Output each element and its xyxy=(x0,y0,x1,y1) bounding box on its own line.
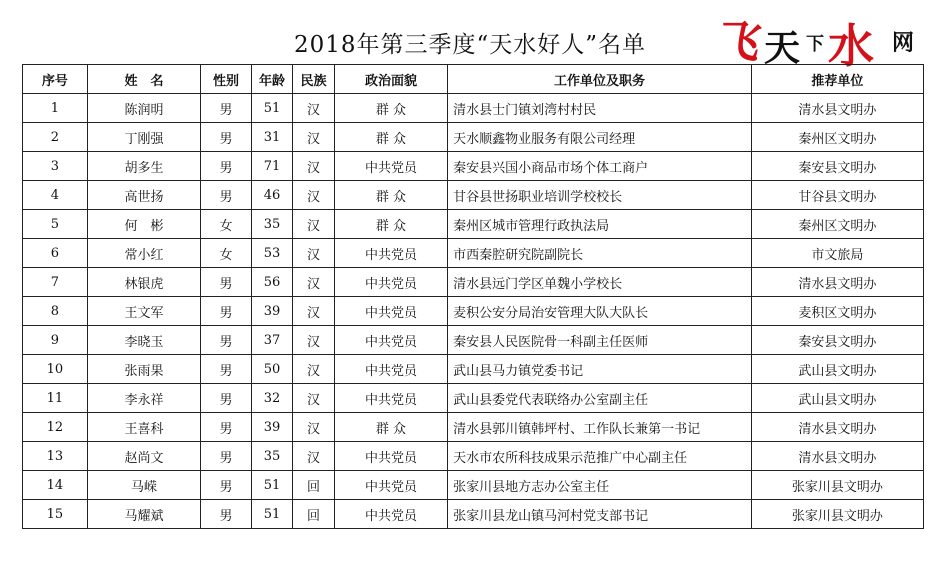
logo-glyph: 下 xyxy=(806,34,824,55)
cell-political-status: 中共党员 xyxy=(334,442,447,471)
cell-ethnicity: 回 xyxy=(293,471,335,500)
table-row xyxy=(23,181,924,210)
cell-political-status: 中共党员 xyxy=(334,268,447,297)
cell-age: 39 xyxy=(251,297,293,326)
cell-recommender: 武山县文明办 xyxy=(751,355,923,384)
cell-index: 6 xyxy=(23,239,88,268)
table-header-row xyxy=(23,65,924,94)
cell-ethnicity: 汉 xyxy=(293,239,335,268)
cell-name: 陈润明 xyxy=(87,94,200,123)
header-age: 年龄 xyxy=(251,65,293,94)
cell-workplace: 武山县委党代表联络办公室副主任 xyxy=(448,384,752,413)
table-row xyxy=(23,471,924,500)
cell-index: 12 xyxy=(23,413,88,442)
cell-recommender: 秦安县文明办 xyxy=(751,152,923,181)
cell-ethnicity: 汉 xyxy=(293,355,335,384)
cell-index: 8 xyxy=(23,297,88,326)
cell-name: 李永祥 xyxy=(87,384,200,413)
cell-workplace: 天水市农所科技成果示范推广中心副主任 xyxy=(448,442,752,471)
logo-glyph: 飞 xyxy=(711,17,767,68)
cell-age: 51 xyxy=(251,500,293,529)
table-row xyxy=(23,268,924,297)
cell-recommender: 张家川县文明办 xyxy=(751,500,923,529)
cell-ethnicity: 回 xyxy=(293,500,335,529)
cell-name: 王文军 xyxy=(87,297,200,326)
cell-index: 5 xyxy=(23,210,88,239)
cell-ethnicity: 汉 xyxy=(293,384,335,413)
logo-net: 网 xyxy=(892,31,915,56)
cell-workplace: 清水县郭川镇韩坪村、工作队长兼第一书记 xyxy=(448,413,752,442)
cell-recommender: 市文旅局 xyxy=(751,239,923,268)
cell-workplace: 甘谷县世扬职业培训学校校长 xyxy=(448,181,752,210)
cell-political-status: 中共党员 xyxy=(334,239,447,268)
cell-age: 32 xyxy=(251,384,293,413)
cell-ethnicity: 汉 xyxy=(293,210,335,239)
table-row xyxy=(23,326,924,355)
cell-gender: 男 xyxy=(201,326,252,355)
cell-political-status: 群 众 xyxy=(334,210,447,239)
cell-workplace: 秦安县人民医院骨一科副主任医师 xyxy=(448,326,752,355)
cell-political-status: 中共党员 xyxy=(334,355,447,384)
cell-age: 51 xyxy=(251,471,293,500)
cell-gender: 男 xyxy=(201,268,252,297)
cell-workplace: 市西秦腔研究院副院长 xyxy=(448,239,752,268)
cell-ethnicity: 汉 xyxy=(293,442,335,471)
cell-recommender: 秦州区文明办 xyxy=(751,123,923,152)
cell-name: 林银虎 xyxy=(87,268,200,297)
cell-gender: 女 xyxy=(201,210,252,239)
cell-name: 马嵘 xyxy=(87,471,200,500)
cell-workplace: 清水县远门学区单魏小学校长 xyxy=(448,268,752,297)
cell-age: 37 xyxy=(251,326,293,355)
cell-ethnicity: 汉 xyxy=(293,181,335,210)
cell-political-status: 中共党员 xyxy=(334,500,447,529)
cell-age: 71 xyxy=(251,152,293,181)
table-row xyxy=(23,239,924,268)
cell-recommender: 武山县文明办 xyxy=(751,384,923,413)
cell-gender: 男 xyxy=(201,355,252,384)
cell-gender: 男 xyxy=(201,384,252,413)
cell-index: 4 xyxy=(23,181,88,210)
cell-political-status: 中共党员 xyxy=(334,152,447,181)
cell-index: 10 xyxy=(23,355,88,384)
cell-age: 31 xyxy=(251,123,293,152)
cell-gender: 男 xyxy=(201,500,252,529)
cell-recommender: 张家川县文明办 xyxy=(751,471,923,500)
cell-recommender: 清水县文明办 xyxy=(751,413,923,442)
cell-name: 张雨果 xyxy=(87,355,200,384)
logo-glyph: 水 xyxy=(828,19,874,73)
cell-workplace: 麦积公安分局治安管理大队大队长 xyxy=(448,297,752,326)
cell-name: 丁刚强 xyxy=(87,123,200,152)
table-row xyxy=(23,355,924,384)
table-row xyxy=(23,500,924,529)
cell-age: 51 xyxy=(251,94,293,123)
site-logo[interactable] xyxy=(711,6,950,73)
header-name: 姓 名 xyxy=(87,65,200,94)
cell-recommender: 清水县文明办 xyxy=(751,268,923,297)
cell-recommender: 甘谷县文明办 xyxy=(751,181,923,210)
cell-ethnicity: 汉 xyxy=(293,152,335,181)
cell-index: 13 xyxy=(23,442,88,471)
cell-workplace: 天水顺鑫物业服务有限公司经理 xyxy=(448,123,752,152)
cell-ethnicity: 汉 xyxy=(293,268,335,297)
cell-gender: 男 xyxy=(201,152,252,181)
cell-name: 王喜科 xyxy=(87,413,200,442)
cell-age: 35 xyxy=(251,210,293,239)
cell-age: 35 xyxy=(251,442,293,471)
logo-glyph: 天 xyxy=(764,27,801,69)
cell-recommender: 清水县文明办 xyxy=(751,442,923,471)
cell-name: 李晓玉 xyxy=(87,326,200,355)
table-row xyxy=(23,94,924,123)
cell-index: 1 xyxy=(23,94,88,123)
cell-index: 15 xyxy=(23,500,88,529)
honoree-table xyxy=(22,64,924,529)
cell-political-status: 群 众 xyxy=(334,413,447,442)
cell-political-status: 群 众 xyxy=(334,94,447,123)
cell-workplace: 张家川县龙山镇马河村党支部书记 xyxy=(448,500,752,529)
header-political-status: 政治面貌 xyxy=(334,65,447,94)
cell-political-status: 中共党员 xyxy=(334,326,447,355)
header-gender: 性别 xyxy=(201,65,252,94)
document-title: 2018年第三季度“天水好人”名单 xyxy=(293,32,647,58)
cell-gender: 男 xyxy=(201,471,252,500)
cell-recommender: 麦积区文明办 xyxy=(751,297,923,326)
cell-gender: 男 xyxy=(201,413,252,442)
cell-name: 常小红 xyxy=(87,239,200,268)
cell-age: 46 xyxy=(251,181,293,210)
table-row xyxy=(23,384,924,413)
cell-gender: 男 xyxy=(201,123,252,152)
table-row xyxy=(23,442,924,471)
cell-index: 9 xyxy=(23,326,88,355)
cell-name: 胡多生 xyxy=(87,152,200,181)
cell-ethnicity: 汉 xyxy=(293,94,335,123)
cell-age: 53 xyxy=(251,239,293,268)
table-row xyxy=(23,123,924,152)
header-workplace: 工作单位及职务 xyxy=(448,65,752,94)
cell-age: 39 xyxy=(251,413,293,442)
header-index: 序号 xyxy=(23,65,88,94)
cell-political-status: 中共党员 xyxy=(334,297,447,326)
cell-gender: 男 xyxy=(201,94,252,123)
table-row xyxy=(23,413,924,442)
cell-political-status: 中共党员 xyxy=(334,384,447,413)
table-row xyxy=(23,210,924,239)
cell-ethnicity: 汉 xyxy=(293,413,335,442)
cell-index: 3 xyxy=(23,152,88,181)
table-row xyxy=(23,297,924,326)
table-row xyxy=(23,152,924,181)
cell-gender: 男 xyxy=(201,181,252,210)
cell-political-status: 群 众 xyxy=(334,181,447,210)
cell-workplace: 秦安县兴国小商品市场个体工商户 xyxy=(448,152,752,181)
cell-political-status: 中共党员 xyxy=(334,471,447,500)
cell-index: 11 xyxy=(23,384,88,413)
cell-workplace: 张家川县地方志办公室主任 xyxy=(448,471,752,500)
cell-name: 赵尚文 xyxy=(87,442,200,471)
cell-gender: 男 xyxy=(201,442,252,471)
cell-name: 马耀斌 xyxy=(87,500,200,529)
cell-recommender: 秦州区文明办 xyxy=(751,210,923,239)
cell-index: 7 xyxy=(23,268,88,297)
cell-age: 56 xyxy=(251,268,293,297)
cell-ethnicity: 汉 xyxy=(293,326,335,355)
header-recommender: 推荐单位 xyxy=(751,65,923,94)
table-body xyxy=(23,94,924,529)
cell-recommender: 清水县文明办 xyxy=(751,94,923,123)
cell-political-status: 群 众 xyxy=(334,123,447,152)
cell-workplace: 武山县马力镇党委书记 xyxy=(448,355,752,384)
cell-name: 何 彬 xyxy=(87,210,200,239)
cell-index: 14 xyxy=(23,471,88,500)
cell-name: 高世扬 xyxy=(87,181,200,210)
cell-age: 50 xyxy=(251,355,293,384)
cell-gender: 女 xyxy=(201,239,252,268)
cell-workplace: 秦州区城市管理行政执法局 xyxy=(448,210,752,239)
cell-recommender: 秦安县文明办 xyxy=(751,326,923,355)
cell-ethnicity: 汉 xyxy=(293,123,335,152)
cell-index: 2 xyxy=(23,123,88,152)
header-ethnicity: 民族 xyxy=(293,65,335,94)
cell-ethnicity: 汉 xyxy=(293,297,335,326)
cell-workplace: 清水县士门镇刘湾村村民 xyxy=(448,94,752,123)
cell-gender: 男 xyxy=(201,297,252,326)
